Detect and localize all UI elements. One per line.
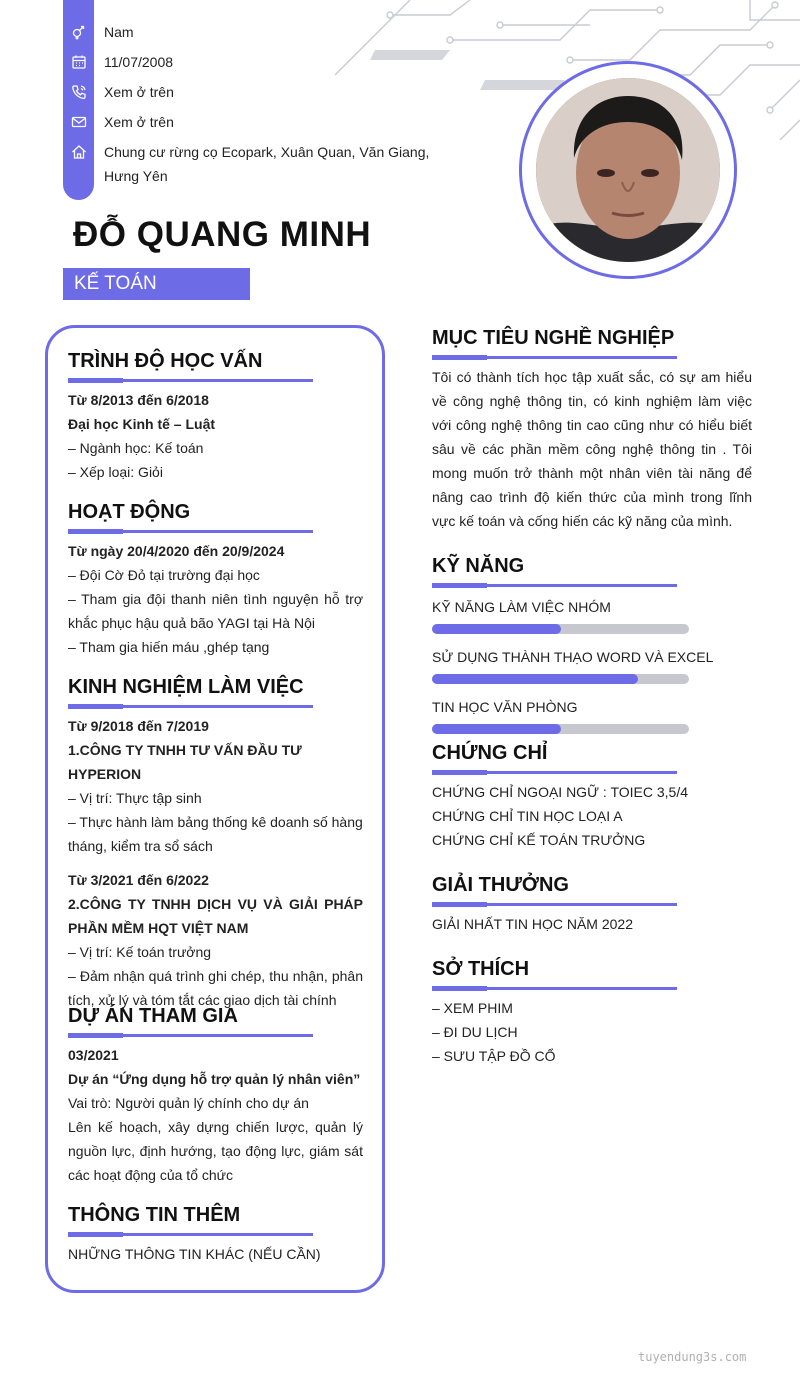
skill-bar-fill — [432, 674, 638, 684]
section-title: GIẢI THƯỞNG — [432, 874, 569, 896]
contact-email — [68, 110, 464, 134]
extra-section — [68, 1204, 363, 1266]
section-title: MỤC TIÊU NGHỀ NGHIỆP — [432, 327, 675, 349]
experience-section — [68, 676, 363, 1012]
email-text: Xem ở trên — [104, 114, 174, 130]
section-underline — [68, 705, 313, 708]
education-line: – Ngành học: Kế toán — [68, 440, 204, 456]
job-line: – Vị trí: Kế toán trưởng — [68, 944, 212, 960]
projects-section — [68, 1005, 363, 1187]
job-period: Từ 9/2018 đến 7/2019 — [68, 718, 209, 734]
skill-item — [432, 596, 752, 634]
objective-section — [432, 327, 752, 533]
section-underline — [68, 1034, 313, 1037]
contact-address — [68, 140, 464, 188]
mail-icon — [68, 111, 90, 133]
project-period: 03/2021 — [68, 1047, 119, 1063]
contact-birthday — [68, 50, 464, 74]
calendar-icon — [68, 51, 90, 73]
avatar — [536, 78, 720, 262]
activities-period: Từ ngày 20/4/2020 đến 20/9/2024 — [68, 543, 285, 559]
job-title-badge: KẾ TOÁN — [63, 268, 250, 300]
skill-label: TIN HỌC VĂN PHÒNG — [432, 699, 578, 715]
certificates-section — [432, 742, 752, 852]
phone-text: Xem ở trên — [104, 84, 174, 100]
extra-text: NHỮNG THÔNG TIN KHÁC (NẾU CẦN) — [68, 1246, 321, 1262]
hobby-item: – XEM PHIM — [432, 1000, 513, 1016]
hobbies-section — [432, 958, 752, 1068]
contact-gender — [68, 20, 464, 44]
section-title: TRÌNH ĐỘ HỌC VẤN — [68, 350, 263, 372]
education-school: Đại học Kinh tế – Luật — [68, 416, 216, 432]
job-company: 1.CÔNG TY TNHH TƯ VẤN ĐẦU TƯ HYPERION — [68, 742, 302, 782]
hobby-item: – SƯU TẬP ĐỒ CỔ — [432, 1048, 556, 1064]
job-line: – Vị trí: Thực tập sinh — [68, 790, 202, 806]
skill-bar — [432, 624, 689, 634]
education-section — [68, 350, 363, 484]
section-underline — [68, 1233, 313, 1236]
avatar-frame — [519, 61, 737, 279]
section-title: KINH NGHIỆM LÀM VIỆC — [68, 676, 304, 698]
skill-bar-fill — [432, 624, 561, 634]
skills-section — [432, 555, 752, 734]
phone-icon — [68, 81, 90, 103]
section-title: KỸ NĂNG — [432, 555, 525, 577]
education-period: Từ 8/2013 đến 6/2018 — [68, 392, 209, 408]
home-icon — [68, 141, 90, 163]
section-underline — [432, 771, 677, 774]
job-period: Từ 3/2021 đến 6/2022 — [68, 872, 209, 888]
job-line: – Thực hành làm bảng thống kê doanh số hàng tháng, kiểm tra sổ sách — [68, 814, 363, 854]
section-underline — [432, 356, 677, 359]
skill-label: SỬ DỤNG THÀNH THẠO WORD VÀ EXCEL — [432, 649, 714, 665]
project-line: Vai trò: Người quản lý chính cho dự án — [68, 1095, 309, 1111]
education-line: – Xếp loại: Giỏi — [68, 464, 163, 480]
section-title: HOẠT ĐỘNG — [68, 501, 191, 523]
job-entry — [68, 868, 363, 1012]
gender-icon — [68, 21, 90, 43]
activities-section — [68, 501, 363, 659]
project-name: Dự án “Ứng dụng hỗ trợ quản lý nhân viên” — [68, 1071, 361, 1087]
certificate-item: CHỨNG CHỈ NGOẠI NGỮ : TOIEC 3,5/4 — [432, 784, 688, 800]
job-company: 2.CÔNG TY TNHH DỊCH VỤ VÀ GIẢI PHÁP PHẦN MỀM HQT VIỆT NAM — [68, 896, 363, 936]
awards-section — [432, 874, 752, 936]
watermark: tuyendung3s.com — [638, 1350, 747, 1364]
birthday-text: 11/07/2008 — [104, 54, 174, 70]
skill-item — [432, 646, 752, 684]
certificate-item: CHỨNG CHỈ TIN HỌC LOẠI A — [432, 808, 623, 824]
section-underline — [432, 584, 677, 587]
section-title: THÔNG TIN THÊM — [68, 1204, 241, 1226]
section-title: CHỨNG CHỈ — [432, 742, 548, 764]
section-underline — [68, 379, 313, 382]
job-entry — [68, 714, 363, 858]
skill-bar-fill — [432, 724, 561, 734]
section-underline — [68, 530, 313, 533]
project-line: Lên kế hoạch, xây dựng chiến lược, quản lý nguồn lực, định hướng, tạo động lực, giám sát các hoạt động của tổ chức — [68, 1119, 363, 1183]
section-underline — [432, 903, 677, 906]
gender-text: Nam — [104, 24, 134, 40]
skill-bar — [432, 724, 689, 734]
contact-phone — [68, 80, 464, 104]
skill-item — [432, 696, 752, 734]
activity-line: – Tham gia đội thanh niên tình nguyện hỗ trợ khắc phục hậu quả bão YAGI tại Hà Nội — [68, 591, 363, 631]
address-text: Chung cư rừng cọ Ecopark, Xuân Quan, Văn Giang, Hưng Yên — [104, 144, 430, 184]
activity-line: – Đội Cờ Đỏ tại trường đại học — [68, 567, 260, 583]
certificate-item: CHỨNG CHỈ KẾ TOÁN TRƯỞNG — [432, 832, 646, 848]
skill-label: KỸ NĂNG LÀM VIỆC NHÓM — [432, 599, 611, 615]
hobby-item: – ĐI DU LỊCH — [432, 1024, 518, 1040]
activity-line: – Tham gia hiến máu ,ghép tạng — [68, 639, 270, 655]
section-underline — [432, 987, 677, 990]
skill-bar — [432, 674, 689, 684]
section-title: SỞ THÍCH — [432, 958, 530, 980]
candidate-name: ĐỖ QUANG MINH — [73, 215, 372, 254]
job-line: – Đảm nhận quá trình ghi chép, thu nhận, phân tích, xử lý và tóm tắt các giao dịch tài chính — [68, 968, 363, 1008]
section-title: DỰ ÁN THAM GIA — [68, 1005, 238, 1027]
objective-text: Tôi có thành tích học tập xuất sắc, có sự am hiểu về công nghệ thông tin, có kinh nghiệm làm việc với công nghệ thông tin cao cũng như có hiểu biết sâu về các phần mềm công nghệ thông tin . Tôi mong muốn trở thành một nhân viên tài năng để nâng cao trình độ kiến thức của mình trong lĩnh vực kế toán và cống hiến các kỹ năng của mình. — [432, 369, 752, 529]
award-item: GIẢI NHẤT TIN HỌC NĂM 2022 — [432, 916, 633, 932]
